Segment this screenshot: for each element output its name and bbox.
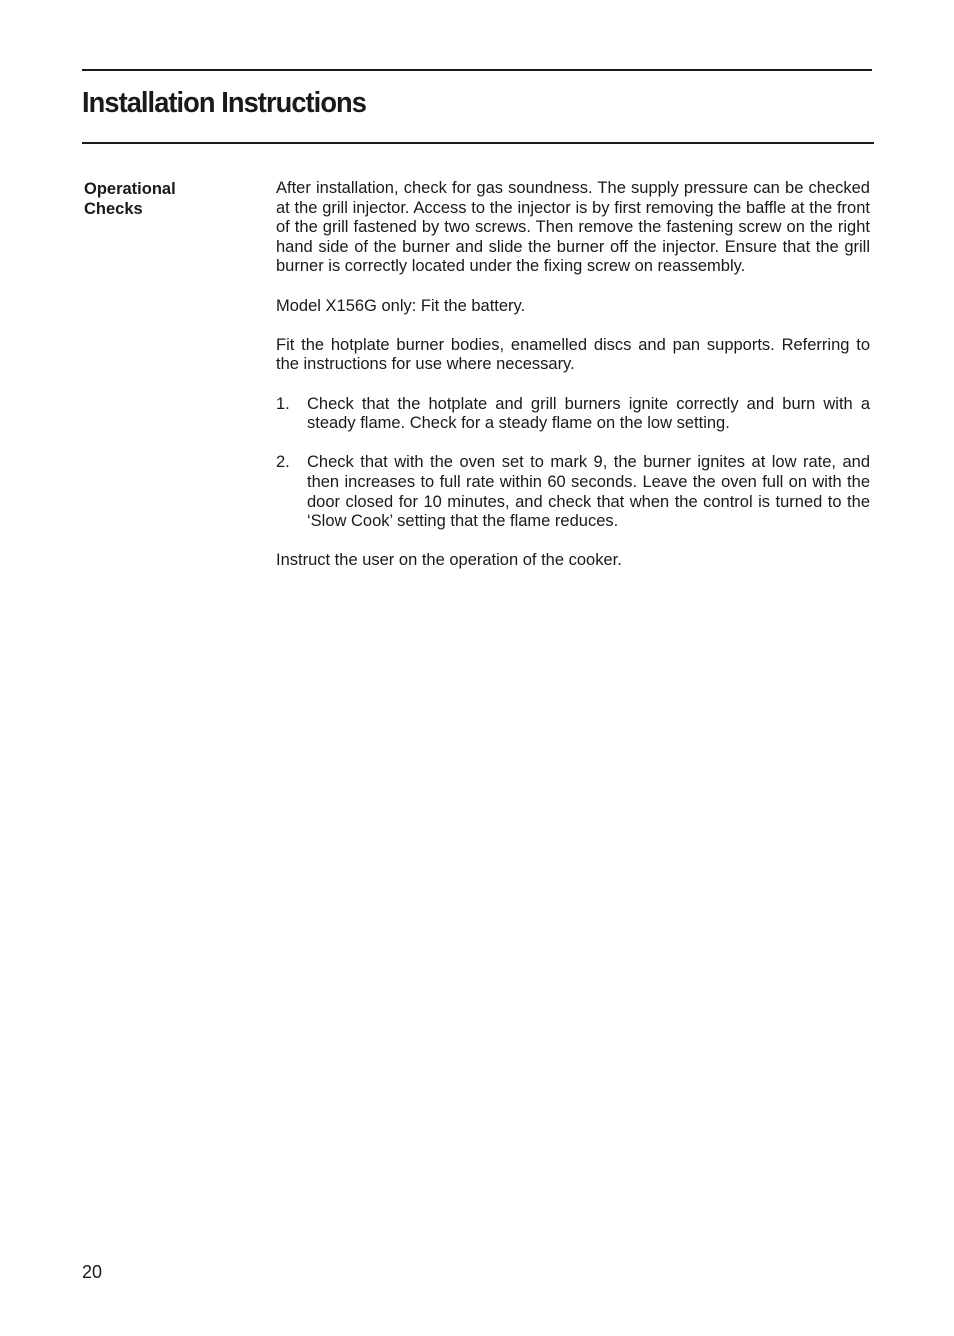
list-item — [276, 395, 870, 434]
section-heading — [84, 179, 254, 219]
section-heading-line-2: Checks — [84, 200, 143, 218]
list-item-text: Check that with the oven set to mark 9, the burner ignites at low rate, and then increases to full rate within 60 seconds. Leave the oven full on with the door closed for 10 minutes, and check that when the control is turned to the ‘Slow Cook’ setting that the flame reduces. — [307, 453, 870, 531]
paragraph-instruct-user: Instruct the user on the operation of the cooker. — [276, 551, 622, 570]
page-title: Installation Instructions — [82, 87, 366, 119]
page-number: 20 — [82, 1262, 103, 1282]
header-bottom-rule — [82, 142, 874, 144]
list-item-text: Check that the hotplate and grill burners ignite correctly and burn with a steady flame. Check for a steady flame on the low setting. — [307, 394, 870, 433]
section-body — [276, 179, 870, 590]
paragraph-gas-soundness: After installation, check for gas soundness. The supply pressure can be checked at the grill injector. Access to the injector is by first removing the baffle at the front of the grill fastened by two screws. Then remove the fastening screw on the right hand side of the burner and slide the burner off the injector. Ensure that the grill burner is correctly located under the fixing screw on reassembly. — [276, 179, 870, 276]
header-top-rule — [82, 69, 872, 71]
section-heading-line-1: Operational — [84, 180, 176, 198]
list-item-number: 1. — [276, 394, 290, 413]
checks-list — [276, 395, 870, 532]
paragraph-battery: Model X156G only: Fit the battery. — [276, 296, 526, 315]
list-item-number: 2. — [276, 453, 290, 472]
list-item — [276, 453, 870, 531]
paragraph-burner-bodies: Fit the hotplate burner bodies, enamelled discs and pan supports. Referring to the instructions for use where necessary. — [276, 335, 870, 374]
